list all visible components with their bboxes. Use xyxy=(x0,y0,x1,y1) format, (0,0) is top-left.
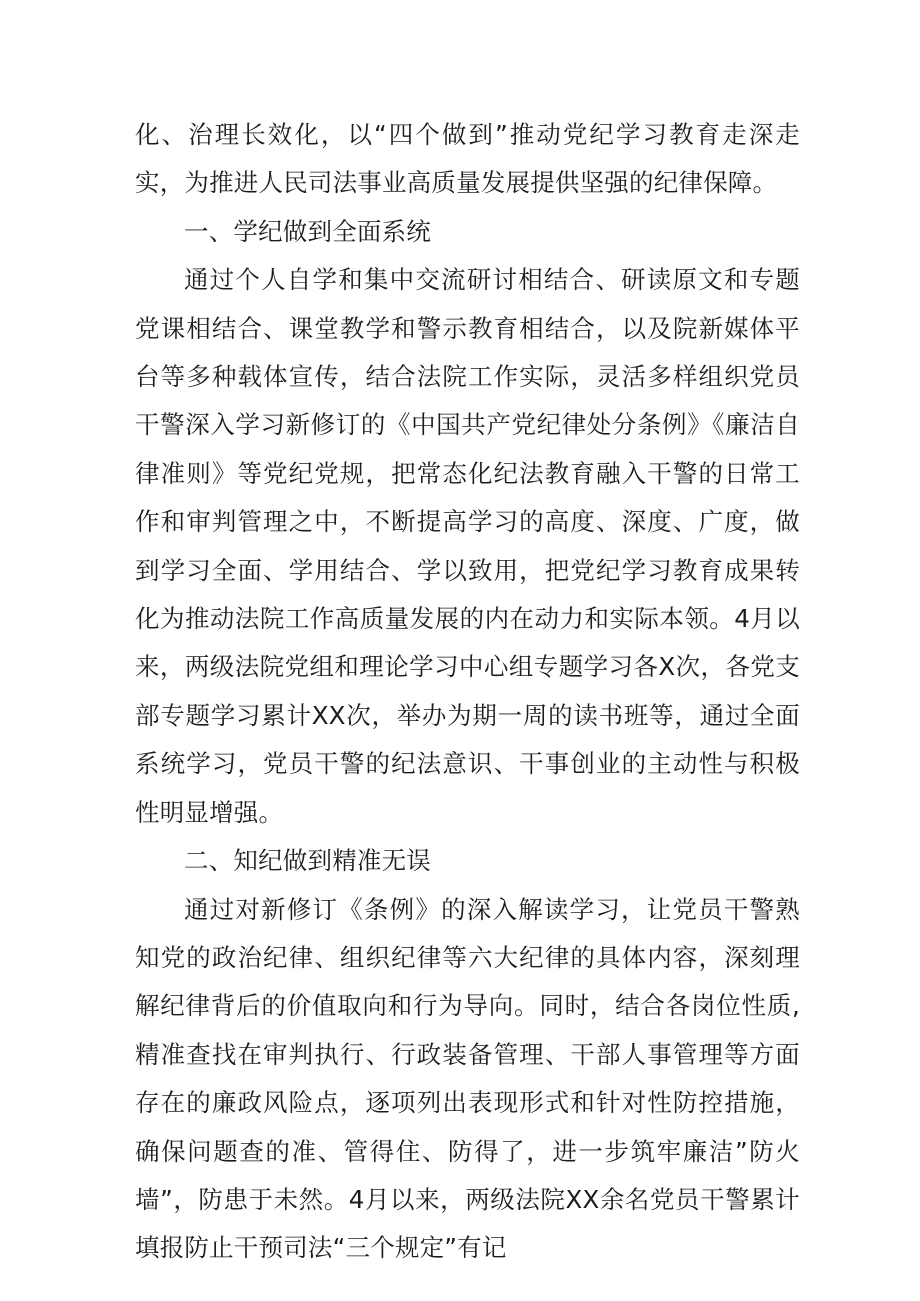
section-body-learn-discipline: 通过个人自学和集中交流研讨相结合、研读原文和专题党课相结合、课堂教学和警示教育相结合，以及院新媒体平台等多种载体宣传，结合法院工作实际，灵活多样组织党员干警深入学习新修订的《中国共产党纪律处分条例》《廉洁自律准则》等党纪党规，把常态化纪法教育融入干警的日常工作和审判管理之中，不断提高学习的高度、深度、广度，做到学习全面、学用结合、学以致用，把党纪学习教育成果转化为推动法院工作高质量发展的内在动力和实际本领。4月以来，两级法院党组和理论学习中心组专题学习各X次，各党支部专题学习累计XX次，举办为期一周的读书班等，通过全面系统学习，党员干警的纪法意识、干事创业的主动性与积极性明显增强。 xyxy=(135,265,800,827)
section-heading-know-discipline: 二、知纪做到精准无误 xyxy=(184,846,431,876)
section-heading-learn-discipline: 一、学纪做到全面系统 xyxy=(184,216,431,246)
document-body xyxy=(135,111,800,1273)
section-body-know-discipline: 通过对新修订《条例》的深入解读学习，让党员干警熟知党的政治纪律、组织纪律等六大纪律的具体内容，深刻理解纪律背后的价值取向和行为导向。同时，结合各岗位性质,精准查找在审判执行、行政装备管理、干部人事管理等方面存在的廉政风险点，逐项列出表现形式和针对性防控措施，确保问题查的准、管得住、防得了，进一步筑牢廉洁”防火墙”，防患于未然。4月以来，两级法院XX余名党员干警累计填报防止干预司法“三个规定”有记 xyxy=(135,894,800,1263)
intro-paragraph: 化、治理长效化，以“四个做到”推动党纪学习教育走深走实，为推进人民司法事业高质量发展提供坚强的纪律保障。 xyxy=(135,120,800,198)
